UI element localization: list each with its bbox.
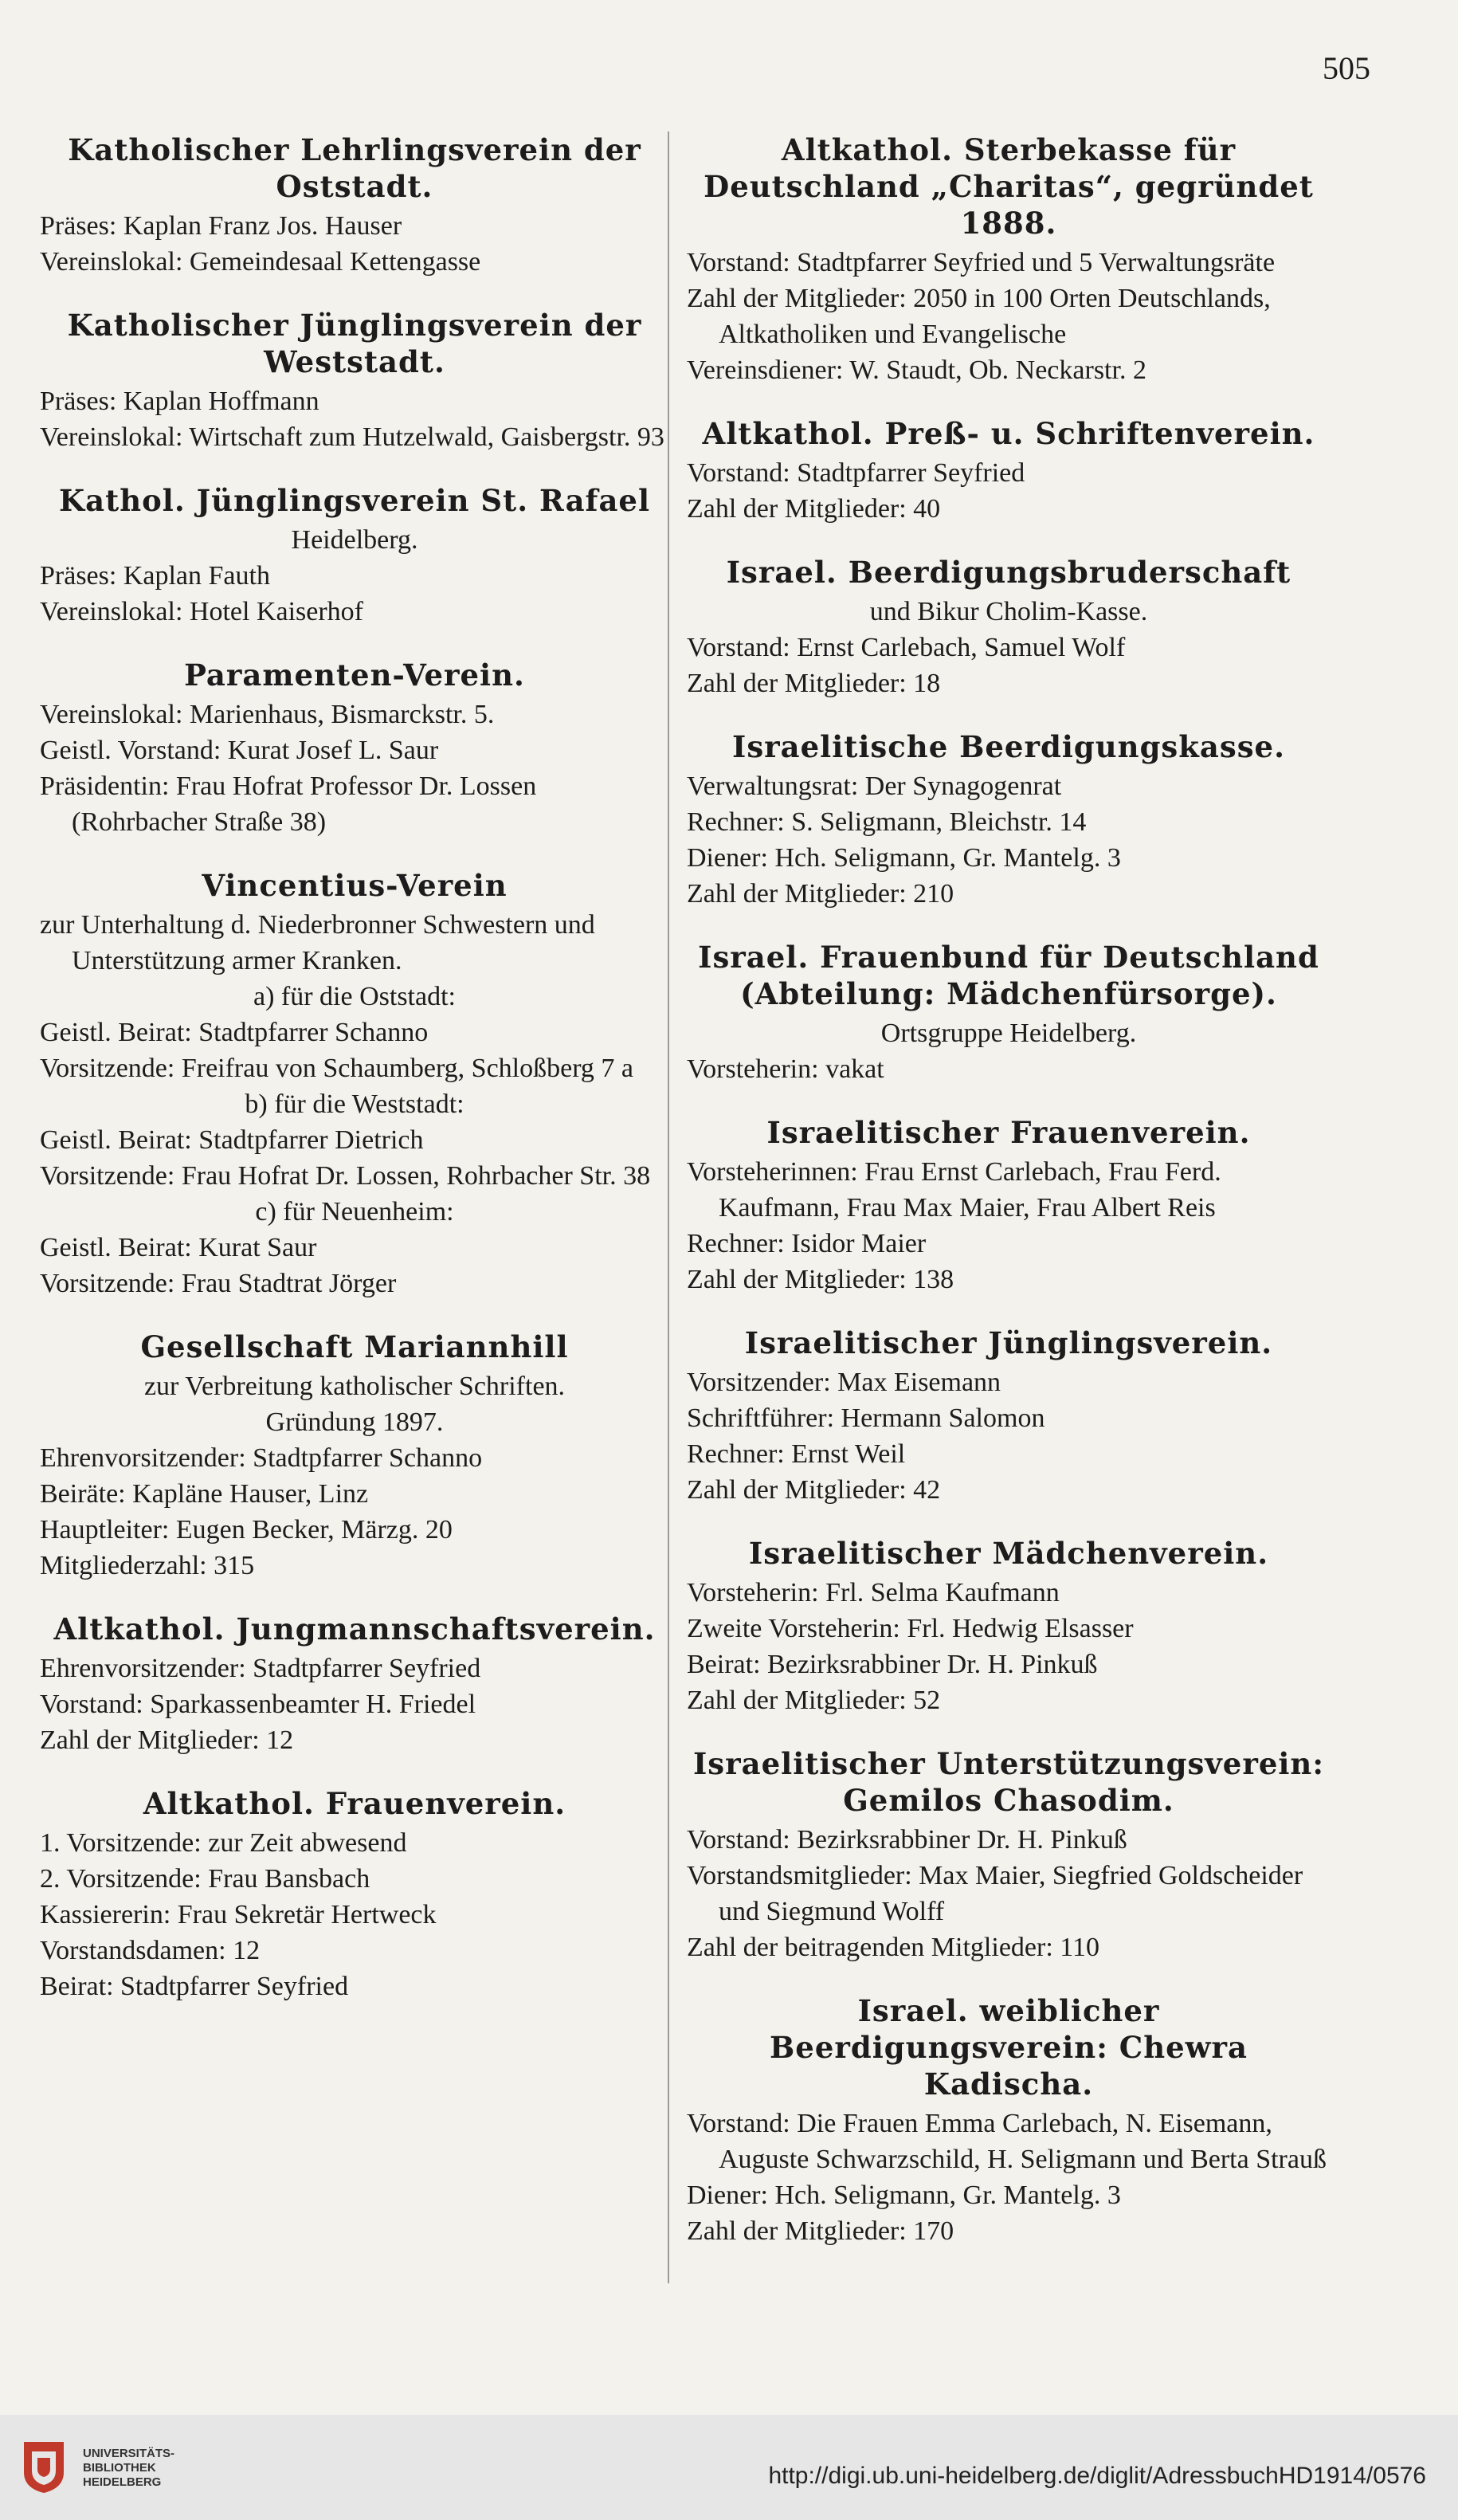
association-entry (687, 1992, 1331, 2249)
association-entry (687, 1745, 1331, 1965)
entry-line: Zahl der Mitglieder: 12 (40, 1725, 294, 1755)
entry-line: Zahl der Mitglieder: 138 (687, 1265, 954, 1294)
association-entry (40, 1611, 669, 1758)
association-heading: Vincentius-Verein (202, 868, 508, 903)
association-entry (687, 939, 1331, 1087)
entry-line: Geistl. Beirat: Stadtpfarrer Dietrich (40, 1125, 424, 1155)
entry-line: Vereinslokal: Marienhaus, Bismarckstr. 5. (40, 700, 495, 729)
association-subtitle: Gründung 1897. (265, 1407, 444, 1437)
entry-line: Vorsitzende: Freifrau von Schaumberg, Schloßberg 7 a (40, 1054, 634, 1083)
entry-line: Geistl. Vorstand: Kurat Josef L. Saur (40, 736, 439, 765)
entry-line: Präsidentin: Frau Hofrat Professor Dr. Lossen (Rohrbacher Straße 38) (40, 771, 537, 837)
association-entry (687, 1114, 1331, 1297)
university-seal-icon (18, 2437, 70, 2496)
association-heading: Altkathol. Jungmannschaftsverein. (53, 1611, 656, 1647)
association-entry (687, 415, 1331, 527)
association-entry (40, 131, 669, 280)
association-heading: Gesellschaft Mariannhill (140, 1329, 569, 1364)
association-entry (40, 1785, 669, 2004)
entry-line: Präses: Kaplan Fauth (40, 561, 270, 591)
entry-line: Zahl der beitragenden Mitglieder: 110 (687, 1933, 1100, 1962)
entry-line: Vorsteherin: vakat (687, 1054, 884, 1084)
association-heading: Israel. Beerdigungsbruderschaft (726, 555, 1291, 590)
entry-line: Präses: Kaplan Hoffmann (40, 387, 319, 416)
entry-line: Vorsitzende: Frau Hofrat Dr. Lossen, Rohrbacher Str. 38 (40, 1161, 651, 1191)
association-entry (687, 1535, 1331, 1718)
entry-line: Rechner: S. Seligmann, Bleichstr. 14 (687, 807, 1087, 837)
entry-line: Beirat: Stadtpfarrer Seyfried (40, 1972, 349, 2001)
entry-line: Vorstand: Stadtpfarrer Seyfried (687, 458, 1025, 488)
association-heading: Israel. Frauenbund für Deutschland (Abteilung: Mädchenfürsorge). (698, 940, 1319, 1011)
association-entry (40, 867, 669, 1301)
entry-line: 1. Vorsitzende: zur Zeit abwesend (40, 1828, 407, 1858)
entry-line: Schriftführer: Hermann Salomon (687, 1403, 1045, 1433)
entry-line: Diener: Hch. Seligmann, Gr. Mantelg. 3 (687, 843, 1121, 873)
left-column (40, 131, 669, 2031)
entry-line: Kassiererin: Frau Sekretär Hertweck (40, 1900, 437, 1929)
association-heading: Israelitischer Unterstützungsverein: Gemilos Chasodim. (693, 1746, 1324, 1818)
entry-line: Vorstand: Sparkassenbeamter H. Friedel (40, 1690, 476, 1719)
entry-line: Vorstand: Bezirksrabbiner Dr. H. Pinkuß (687, 1825, 1127, 1855)
entry-line: Zahl der Mitglieder: 18 (687, 669, 941, 698)
association-heading: Altkathol. Frauenverein. (143, 1786, 566, 1821)
association-entry (40, 482, 669, 630)
entry-line: Vorstand: Ernst Carlebach, Samuel Wolf (687, 633, 1126, 662)
association-heading: Israelitische Beerdigungskasse. (732, 729, 1285, 764)
association-heading: Altkathol. Sterbekasse für Deutschland „Charitas“, gegründet 1888. (704, 132, 1314, 241)
entry-line: Vereinsdiener: W. Staudt, Ob. Neckarstr. 2 (687, 355, 1146, 385)
entry-line: Vorstandsdamen: 12 (40, 1936, 261, 1965)
association-heading: Israel. weiblicher Beerdigungsverein: Chewra Kadischa. (770, 1993, 1248, 2102)
entry-line: Ehrenvorsitzender: Stadtpfarrer Schanno (40, 1443, 483, 1473)
association-heading: Katholischer Jünglingsverein der Weststadt. (67, 308, 642, 379)
association-heading: Kathol. Jünglingsverein St. Rafael (58, 483, 651, 518)
entry-line: zur Unterhaltung d. Niederbronner Schwestern und Unterstützung armer Kranken. (40, 910, 595, 975)
association-heading: Israelitischer Frauenverein. (766, 1115, 1251, 1150)
association-entry (687, 554, 1331, 701)
entry-line: Zahl der Mitglieder: 52 (687, 1686, 941, 1715)
entry-line: Vorsitzende: Frau Stadtrat Jörger (40, 1269, 397, 1298)
entry-line: Diener: Hch. Seligmann, Gr. Mantelg. 3 (687, 2180, 1121, 2210)
entry-line: Vorstand: Die Frauen Emma Carlebach, N. Eisemann, Auguste Schwarzschild, H. Seligmann und Berta Strauß (687, 2109, 1327, 2174)
entry-line: Verwaltungsrat: Der Synagogenrat (687, 771, 1062, 801)
entry-line: Zweite Vorsteherin: Frl. Hedwig Elsasser (687, 1614, 1134, 1643)
association-entry (687, 728, 1331, 912)
association-subtitle: Ortsgruppe Heidelberg. (880, 1019, 1137, 1048)
entry-line: Geistl. Beirat: Kurat Saur (40, 1233, 317, 1262)
association-subtitle: und Bikur Cholim-Kasse. (869, 597, 1148, 626)
association-entry (687, 131, 1331, 388)
entry-line: Zahl der Mitglieder: 42 (687, 1475, 941, 1505)
entry-line: Vereinslokal: Hotel Kaiserhof (40, 597, 363, 626)
entry-line: Beirat: Bezirksrabbiner Dr. H. Pinkuß (687, 1650, 1098, 1679)
entry-line: Ehrenvorsitzender: Stadtpfarrer Seyfried (40, 1654, 481, 1683)
association-entry (40, 1329, 669, 1584)
entry-line: Hauptleiter: Eugen Becker, Märzg. 20 (40, 1515, 453, 1545)
library-logo-text: UNIVERSITÄTS- BIBLIOTHEK HEIDELBERG (83, 2447, 175, 2489)
entry-line: Vorsteherin: Frl. Selma Kaufmann (687, 1578, 1060, 1607)
association-entry (40, 307, 669, 455)
entry-line: Rechner: Isidor Maier (687, 1229, 927, 1258)
viewer-footer (0, 2415, 1458, 2520)
entry-line: Vorstandsmitglieder: Max Maier, Siegfried Goldscheider und Siegmund Wolff (687, 1861, 1303, 1926)
entry-line: Zahl der Mitglieder: 210 (687, 879, 954, 909)
entry-line: Vereinslokal: Gemeindesaal Kettengasse (40, 247, 481, 277)
source-url-link[interactable]: http://digi.ub.uni-heidelberg.de/diglit/AdressbuchHD1914/0576 (768, 2463, 1426, 2489)
entry-line: Vorstand: Stadtpfarrer Seyfried und 5 Verwaltungsräte (687, 248, 1276, 277)
right-column (687, 131, 1331, 2276)
association-heading: Altkathol. Preß- u. Schriftenverein. (702, 416, 1315, 451)
entry-line: Mitgliederzahl: 315 (40, 1551, 255, 1580)
association-heading: Katholischer Lehrlingsverein der Oststadt. (68, 132, 641, 204)
association-subtitle: Heidelberg. (291, 525, 418, 555)
entry-line: Geistl. Beirat: Stadtpfarrer Schanno (40, 1018, 429, 1047)
page-number: 505 (1323, 50, 1370, 86)
entry-line: Rechner: Ernst Weil (687, 1439, 906, 1469)
section-label: a) für die Oststadt: (253, 982, 456, 1011)
entry-line: Beiräte: Kapläne Hauser, Linz (40, 1479, 369, 1509)
entry-line: Vorsitzender: Max Eisemann (687, 1368, 1001, 1397)
association-entry (40, 657, 669, 840)
association-heading: Israelitischer Mädchenverein. (748, 1536, 1269, 1571)
entry-line: Zahl der Mitglieder: 2050 in 100 Orten Deutschlands, Altkatholiken und Evangelische (687, 284, 1271, 349)
section-label: b) für die Weststadt: (245, 1089, 464, 1119)
entry-line: Präses: Kaplan Franz Jos. Hauser (40, 211, 402, 241)
association-entry (687, 1325, 1331, 1508)
section-label: c) für Neuenheim: (255, 1197, 454, 1227)
association-subtitle: zur Verbreitung katholischer Schriften. (143, 1372, 566, 1401)
entry-line: Zahl der Mitglieder: 40 (687, 494, 941, 524)
association-heading: Israelitischer Jünglingsverein. (744, 1325, 1273, 1360)
association-heading: Paramenten-Verein. (184, 657, 525, 693)
entry-line: Zahl der Mitglieder: 170 (687, 2216, 954, 2246)
entry-line: 2. Vorsitzende: Frau Bansbach (40, 1864, 370, 1894)
entry-line: Vorsteherinnen: Frau Ernst Carlebach, Frau Ferd. Kaufmann, Frau Max Maier, Frau Albert Reis (687, 1157, 1221, 1223)
entry-line: Vereinslokal: Wirtschaft zum Hutzelwald, Gaisbergstr. 93 (40, 422, 664, 452)
